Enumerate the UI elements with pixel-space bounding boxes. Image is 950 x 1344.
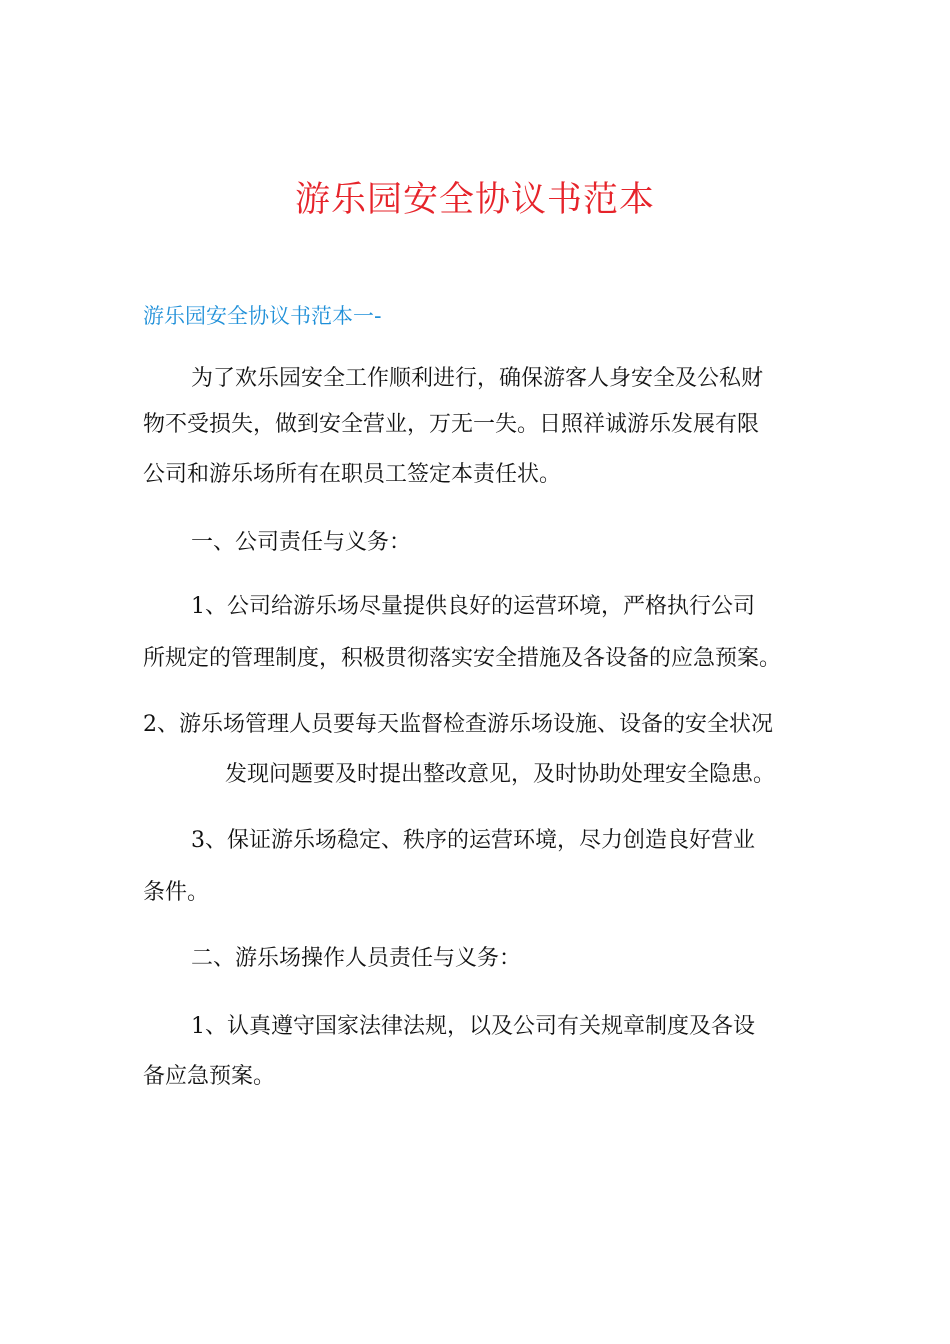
section-heading: 游乐园安全协议书范本一-: [143, 304, 382, 328]
paragraph-line: 发现问题要及时提出整改意见，及时协助处理安全隐患。: [225, 762, 776, 787]
paragraph-line: 2、游乐场管理人员要每天监督检查游乐场设施、设备的安全状况: [143, 712, 773, 737]
paragraph-line: 所规定的管理制度，积极贯彻落实安全措施及各设备的应急预案。: [143, 646, 782, 671]
paragraph-line: 公司和游乐场所有在职员工签定本责任状。: [143, 462, 562, 487]
paragraph-line: 1、公司给游乐场尽量提供良好的运营环境，严格执行公司: [191, 594, 755, 619]
section-heading-company: 一、公司责任与义务：: [191, 530, 412, 555]
paragraph-line: 为了欢乐园安全工作顺利进行，确保游客人身安全及公私财: [191, 366, 764, 391]
document-title: 游乐园安全协议书范本: [294, 180, 655, 220]
paragraph-line: 3、保证游乐场稳定、秩序的运营环境，尽力创造良好营业: [191, 828, 755, 853]
paragraph-line: 条件。: [143, 880, 210, 905]
paragraph-line: 1、认真遵守国家法律法规，以及公司有关规章制度及各设: [191, 1014, 755, 1039]
paragraph-line: 备应急预案。: [143, 1064, 276, 1089]
section-heading-operators: 二、游乐场操作人员责任与义务：: [191, 946, 522, 971]
paragraph-line: 物不受损失，做到安全营业，万无一失。日照祥诚游乐发展有限: [143, 412, 760, 437]
